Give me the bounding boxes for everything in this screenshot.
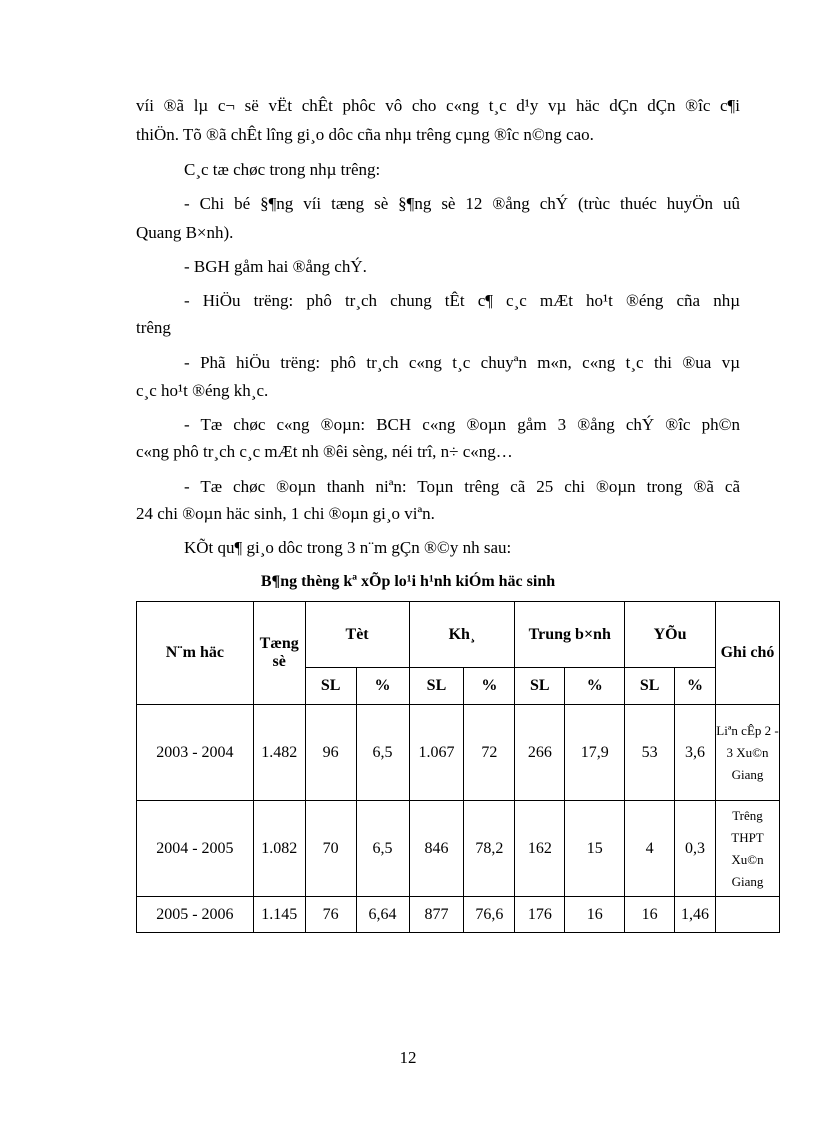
- cell-total: 1.145: [253, 897, 305, 933]
- paragraph-line-11: - Tæ chøc c«ng ®oµn: BCH c«ng ®oµn gåm 3 ®ång chÝ ®îc ph©n: [184, 415, 740, 434]
- cell-average-pct: 17,9: [565, 705, 625, 801]
- paragraph-line-12: c«ng phô tr¸ch c¸c mÆt nh ®êi sèng, néi trî, n÷ c«ng…: [136, 442, 513, 461]
- paragraph-line-7: - HiÖu trëng: phô tr¸ch chung tÊt c¶ c¸c mÆt ho¹t ®éng cña nhµ: [184, 291, 740, 310]
- conduct-table: [136, 601, 780, 933]
- cell-good-sl: 96: [305, 705, 356, 801]
- cell-note: Liªn cÊp 2 - 3 Xu©n Giang: [716, 705, 780, 801]
- paragraph-line-9: - Phã hiÖu trëng: phô tr¸ch c«ng t¸c chuyªn m«n, c«ng t¸c thi ®ua vµ: [184, 353, 740, 372]
- header-fair: Kh¸: [409, 602, 515, 668]
- subheader-sl: SL: [625, 668, 675, 705]
- subheader-pct: %: [675, 668, 716, 705]
- cell-average-sl: 162: [515, 801, 565, 897]
- cell-good-sl: 76: [305, 897, 356, 933]
- paragraph-line-14: 24 chi ®oµn häc sinh, 1 chi ®oµn gi¸o viªn.: [136, 504, 435, 523]
- paragraph-line-4: - Chi bé §¶ng víi tæng sè §¶ng sè 12 ®ång chÝ (trùc thuéc huyÖn uû: [184, 194, 740, 213]
- cell-total: 1.482: [253, 705, 305, 801]
- paragraph-line-3: C¸c tæ chøc trong nhµ trêng:: [184, 160, 381, 179]
- subheader-sl: SL: [515, 668, 565, 705]
- cell-fair-pct: 72: [464, 705, 515, 801]
- table-row: [137, 801, 780, 897]
- header-year: N¨m häc: [137, 602, 254, 705]
- cell-fair-pct: 78,2: [464, 801, 515, 897]
- cell-weak-pct: 3,6: [675, 705, 716, 801]
- table-caption: B¶ng thèng kª xÕp lo¹i h¹nh kiÓm häc sinh: [260, 573, 556, 590]
- cell-weak-sl: 4: [625, 801, 675, 897]
- cell-good-pct: 6,64: [356, 897, 409, 933]
- cell-total: 1.082: [253, 801, 305, 897]
- paragraph-line-5: Quang B×nh).: [136, 223, 234, 242]
- cell-fair-sl: 877: [409, 897, 464, 933]
- cell-year: 2005 - 2006: [137, 897, 254, 933]
- subheader-sl: SL: [409, 668, 464, 705]
- cell-fair-sl: 846: [409, 801, 464, 897]
- cell-note: Trêng THPT Xu©n Giang: [716, 801, 780, 897]
- cell-weak-sl: 53: [625, 705, 675, 801]
- subheader-pct: %: [565, 668, 625, 705]
- paragraph-line-2: thiÖn. Tõ ®ã chÊt lîng gi¸o dôc cña nhµ trêng cµng ®îc n©ng cao.: [136, 125, 594, 144]
- cell-weak-sl: 16: [625, 897, 675, 933]
- cell-average-sl: 176: [515, 897, 565, 933]
- subheader-pct: %: [464, 668, 515, 705]
- paragraph-line-6: - BGH gåm hai ®ång chÝ.: [184, 257, 367, 276]
- paragraph-line-15: KÕt qu¶ gi¸o dôc trong 3 n¨m gÇn ®©y nh sau:: [184, 538, 512, 557]
- paragraph-line-10: c¸c ho¹t ®éng kh¸c.: [136, 381, 269, 400]
- subheader-sl: SL: [305, 668, 356, 705]
- cell-good-sl: 70: [305, 801, 356, 897]
- paragraph-line-8: trêng: [136, 318, 171, 337]
- table-row: [137, 897, 780, 933]
- cell-average-sl: 266: [515, 705, 565, 801]
- cell-fair-pct: 76,6: [464, 897, 515, 933]
- page-number: 12: [399, 1048, 417, 1067]
- cell-average-pct: 16: [565, 897, 625, 933]
- header-note: Ghi chó: [716, 602, 780, 705]
- subheader-pct: %: [356, 668, 409, 705]
- cell-weak-pct: 0,3: [675, 801, 716, 897]
- cell-fair-sl: 1.067: [409, 705, 464, 801]
- header-average: Trung b×nh: [515, 602, 625, 668]
- cell-note: [716, 897, 780, 933]
- cell-good-pct: 6,5: [356, 801, 409, 897]
- header-weak: YÕu: [625, 602, 716, 668]
- paragraph-line-1: víi ®ã lµ c¬ së vËt chÊt phôc vô cho c«ng t¸c d¹y vµ häc dÇn dÇn ®îc c¶i: [136, 96, 740, 115]
- cell-weak-pct: 1,46: [675, 897, 716, 933]
- cell-year: 2003 - 2004: [137, 705, 254, 801]
- header-good: Tèt: [305, 602, 409, 668]
- paragraph-line-13: - Tæ chøc ®oµn thanh niªn: Toµn trêng cã 25 chi ®oµn trong ®ã cã: [184, 477, 740, 496]
- cell-good-pct: 6,5: [356, 705, 409, 801]
- header-total: Tæng sè: [253, 602, 305, 705]
- cell-year: 2004 - 2005: [137, 801, 254, 897]
- table-row: [137, 705, 780, 801]
- cell-average-pct: 15: [565, 801, 625, 897]
